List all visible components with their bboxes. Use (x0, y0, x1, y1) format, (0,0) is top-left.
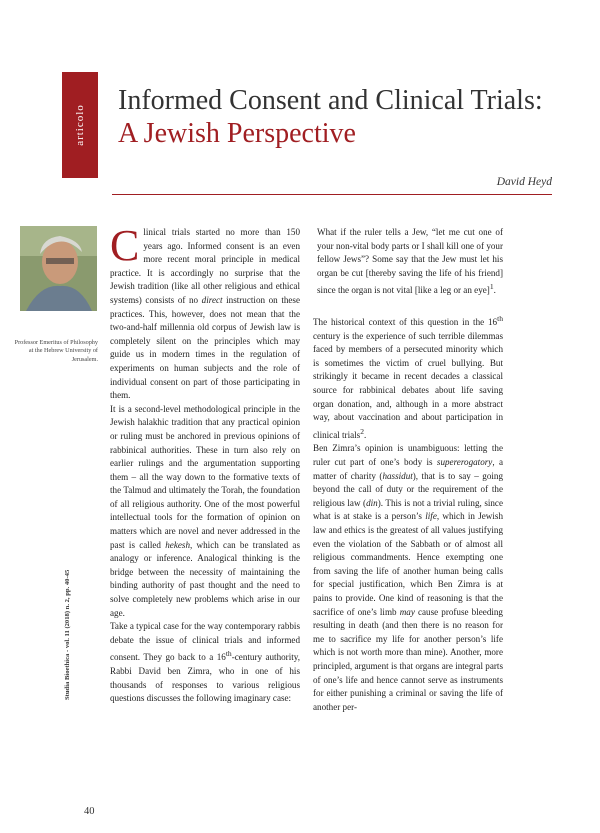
journal-reference: Studia Bioethica - vol. 11 (2018) n. 2, pp. 40-45 (64, 569, 71, 700)
text-emphasis: may (399, 606, 415, 617)
section-label-bar (62, 72, 98, 178)
title-divider (112, 194, 552, 195)
footnote-ref: 1 (489, 282, 494, 292)
text-run: Take a typical case for the way contemporary rabbis debate the issue of clinical trials and informed consent. They go back to a 16 (110, 621, 300, 663)
superscript: th (225, 649, 232, 659)
block-quote (313, 226, 503, 298)
paragraph (110, 620, 300, 706)
text-emphasis: life (425, 511, 437, 522)
paragraph (110, 403, 300, 621)
paragraph (313, 442, 503, 714)
drop-cap: C (110, 221, 140, 270)
text-run: , which can be translated as analogy or inference. Analogical thinking is the bridge between the necessity of maintaining the binding authority of past thought and the need to solve completely new problems which arise in our age. (110, 539, 300, 618)
paragraph (110, 221, 301, 403)
text-run: instruction on these practices. This, however, does not mean that the two-and-half millennia old corpus of Jewish law is completely silent on the principles which may guide us in modern times in the regulation of experiments on human subjects and the role of individual consent on part of those participating in them. (110, 294, 301, 401)
text-run: cause profuse bleeding resulting in death (and then there is no reason for me to sacrifice my life for another person’s life which is not worth more than mine). Another, more principled, argument is that organs are integral parts of one’s life and hence cannot serve as instruments for either punishing a criminal or saving the life of another per- (313, 606, 503, 712)
text-run: The historical context of this question in the 16 (313, 317, 498, 328)
text-run: . (364, 429, 367, 440)
text-run: , a matter of charity ( (313, 457, 503, 481)
page-number: 40 (84, 806, 95, 817)
text-run: What if the ruler tells a Jew, “let me cut one of your non-vital body parts or I shall kill one of your fellow Jews”? Some say that the Jew must let his organ be cut [thereby saving the life of his friend] since the organ is not vital [like a leg or an eye] (317, 227, 503, 296)
text-emphasis: supererogatory (436, 457, 493, 467)
footnote-ref: 2 (360, 426, 365, 436)
text-emphasis: direct (201, 294, 223, 305)
text-emphasis: din (366, 497, 378, 508)
section-label: articolo (74, 104, 86, 146)
text-run: century is the experience of such terrible dilemmas faced by members of a persecuted minority which is sometimes the victim of cruel bullying. But strikingly it became in recent decades a classical source for rabbinical debates about life saving organ donation, and, although in a more abstract way, about vaccination and about participation in clinical trials (313, 330, 503, 440)
paragraph (313, 312, 503, 442)
author-photo (20, 226, 97, 311)
author-caption: Professor Emeritus of Philosophy at the Hebrew University of Jerusalem. (14, 339, 98, 363)
column-right (313, 226, 503, 714)
text-run: It is a second-level methodological principle in the Jewish halakhic tradition that any practical opinion or ruling must be anchored in previous opinions of rabbinical authorities. These in turn also rely on earlier rulings and the argumentation supporting them – all the way down to the formative texts of the Talmud and ultimately the Torah, the foundation of all religious authority. One of the most powerful intellectual tools for the formation of opinion on matters which are novel and never addressed in the past is called (110, 403, 300, 550)
text-run: , which in Jewish law and ethics is the greatest of all values justifying even the violation of the Sabbath or of almost all religious commandments. Hence exempting one from saving the life of another human being calls for special justification, which Ben Zimra is at pains to provide. One kind of reasoning is that the sacrifice of one’s limb (313, 511, 503, 617)
text-emphasis: hekesh (165, 539, 190, 550)
text-run: -century authority, Rabbi David ben Zimra, who in one of his thousands of responses to various religious questions discusses the following imaginary case: (110, 652, 300, 704)
text-run: linical trials started no more than 150 years ago. Informed consent is an even more recent moral principle in medical practice. It is accordingly no surprise that the Jewish tradition (like all other religious and ethical systems) consists of no (110, 227, 300, 305)
text-run: . (493, 285, 496, 296)
text-run: Ben Zimra’s opinion is unambiguous: letting the ruler cut part of one’s body is (313, 443, 503, 467)
text-run: ). This is not a trivial ruling, since what is at stake is a person’s (313, 497, 504, 522)
column-left (110, 221, 301, 706)
superscript: th (497, 314, 503, 323)
article-title (118, 84, 558, 150)
title-part1: Informed Consent and Clinical Trials: (118, 85, 543, 116)
title-part2: A Jewish Perspective (118, 118, 356, 149)
text-run: ), that is to say – going beyond the call of duty or the requirement of the religious law ( (313, 470, 503, 508)
author-name: David Heyd (496, 176, 552, 188)
text-emphasis: hassidut (382, 470, 413, 481)
